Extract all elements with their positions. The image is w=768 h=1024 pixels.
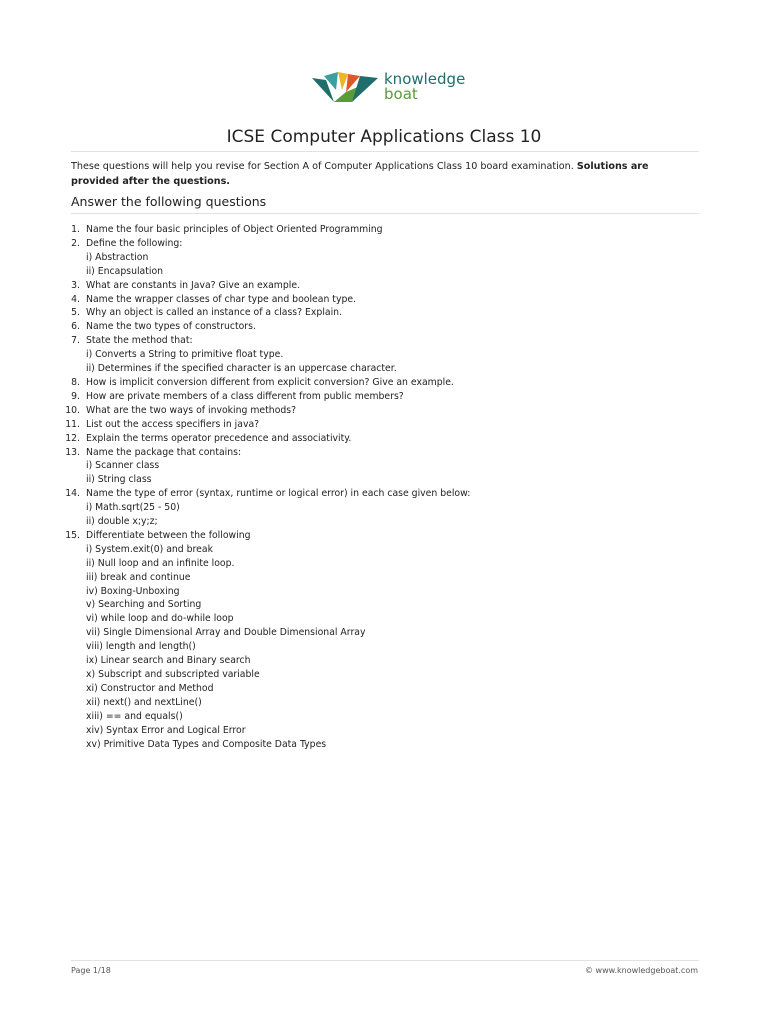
question-number: 9. (71, 390, 80, 402)
section-heading: Answer the following questions (71, 194, 267, 209)
question-subpart: iii) break and continue (86, 571, 191, 583)
question-text: Name the type of error (syntax, runtime or logical error) in each case given below: (86, 488, 471, 500)
question-item (62, 306, 702, 320)
question-item (62, 418, 702, 432)
question-item (62, 487, 702, 529)
question-text: Define the following: (86, 237, 183, 249)
brand-line-1: knowledge (384, 70, 466, 88)
section-divider (71, 213, 699, 214)
question-text: Explain the terms operator precedence and associativity. (86, 432, 352, 444)
question-subpart: x) Subscript and subscripted variable (86, 669, 260, 680)
question-subpart: xiii) == and equals() (86, 710, 183, 722)
question-text: How are private members of a class different from public members? (86, 390, 404, 402)
question-text: What are the two ways of invoking methods? (86, 404, 297, 416)
question-subpart: i) Abstraction (86, 251, 149, 263)
question-number: 10. (65, 404, 80, 416)
question-number: 15. (65, 529, 80, 541)
question-subpart: xv) Primitive Data Types and Composite Data Types (86, 738, 327, 750)
question-text: Why an object is called an instance of a class? Explain. (86, 307, 343, 319)
intro-text: These questions will help you revise for Section A of Computer Applications Class 10 board examination. (71, 161, 577, 172)
question-number: 14. (65, 488, 80, 500)
question-item (62, 279, 702, 293)
question-item (62, 446, 702, 488)
question-text: State the method that: (86, 335, 193, 347)
footer-divider (71, 960, 699, 961)
question-subpart: vii) Single Dimensional Array and Double Dimensional Array (86, 627, 366, 639)
question-subpart: ii) String class (86, 474, 152, 486)
question-item (62, 320, 702, 334)
question-number: 6. (71, 321, 80, 333)
intro-paragraph (71, 160, 699, 189)
question-item (62, 334, 702, 376)
question-subpart: ii) Determines if the specified character is an uppercase character. (86, 363, 397, 375)
intro-bold-text: Solutions are provided after the questions. (71, 161, 649, 187)
question-number: 13. (65, 446, 80, 458)
question-subpart: ii) double x;y;z; (86, 516, 158, 528)
question-item (62, 237, 702, 279)
question-item (62, 432, 702, 446)
question-text: How is implicit conversion different from explicit conversion? Give an example. (86, 376, 454, 388)
question-subpart: i) Scanner class (86, 460, 160, 472)
question-text: Name the package that contains: (86, 446, 242, 458)
question-subpart: xiv) Syntax Error and Logical Error (86, 724, 246, 736)
question-subpart: ii) Encapsulation (86, 265, 164, 277)
question-number: 5. (71, 307, 80, 319)
question-subpart: ii) Null loop and an infinite loop. (86, 557, 235, 569)
question-text: Name the two types of constructors. (86, 321, 256, 333)
page-title: ICSE Computer Applications Class 10 (226, 127, 542, 147)
question-text: What are constants in Java? Give an example. (86, 279, 301, 291)
question-text: List out the access specifiers in java? (86, 418, 260, 430)
copyright-link[interactable]: © www.knowledgeboat.com (585, 966, 698, 975)
question-item (62, 390, 702, 404)
question-number: 12. (65, 432, 80, 444)
question-subpart: xii) next() and nextLine() (86, 696, 202, 708)
question-item (62, 223, 702, 237)
brand-logo (312, 70, 465, 104)
question-subpart: viii) length and length() (86, 641, 196, 653)
page-number: Page 1/18 (71, 966, 111, 975)
brand-line-2: boat (384, 85, 418, 103)
question-number: 1. (71, 224, 80, 235)
question-number: 11. (65, 418, 80, 430)
question-subpart: vi) while loop and do-while loop (86, 613, 234, 625)
question-subpart: v) Searching and Sorting (86, 599, 202, 611)
question-number: 2. (71, 237, 80, 249)
question-subpart: i) Math.sqrt(25 - 50) (86, 502, 180, 514)
title-divider (71, 151, 699, 152)
question-item (62, 529, 702, 752)
knowledgeboat-logo-icon (312, 70, 378, 104)
question-subpart: ix) Linear search and Binary search (86, 655, 251, 667)
question-number: 7. (71, 335, 80, 347)
question-subpart: i) System.exit(0) and break (86, 543, 213, 555)
question-item (62, 404, 702, 418)
question-text: Name the four basic principles of Object Oriented Programming (86, 224, 383, 235)
question-item (62, 293, 702, 307)
question-subpart: xi) Constructor and Method (86, 682, 214, 694)
question-list (62, 223, 702, 751)
brand-wordmark (384, 72, 465, 102)
question-number: 4. (71, 293, 80, 305)
question-number: 8. (71, 376, 80, 388)
question-text: Differentiate between the following (86, 529, 251, 541)
question-number: 3. (71, 279, 80, 291)
question-subpart: iv) Boxing-Unboxing (86, 585, 180, 597)
question-item (62, 376, 702, 390)
question-text: Name the wrapper classes of char type and boolean type. (86, 293, 357, 305)
question-subpart: i) Converts a String to primitive float type. (86, 349, 284, 361)
